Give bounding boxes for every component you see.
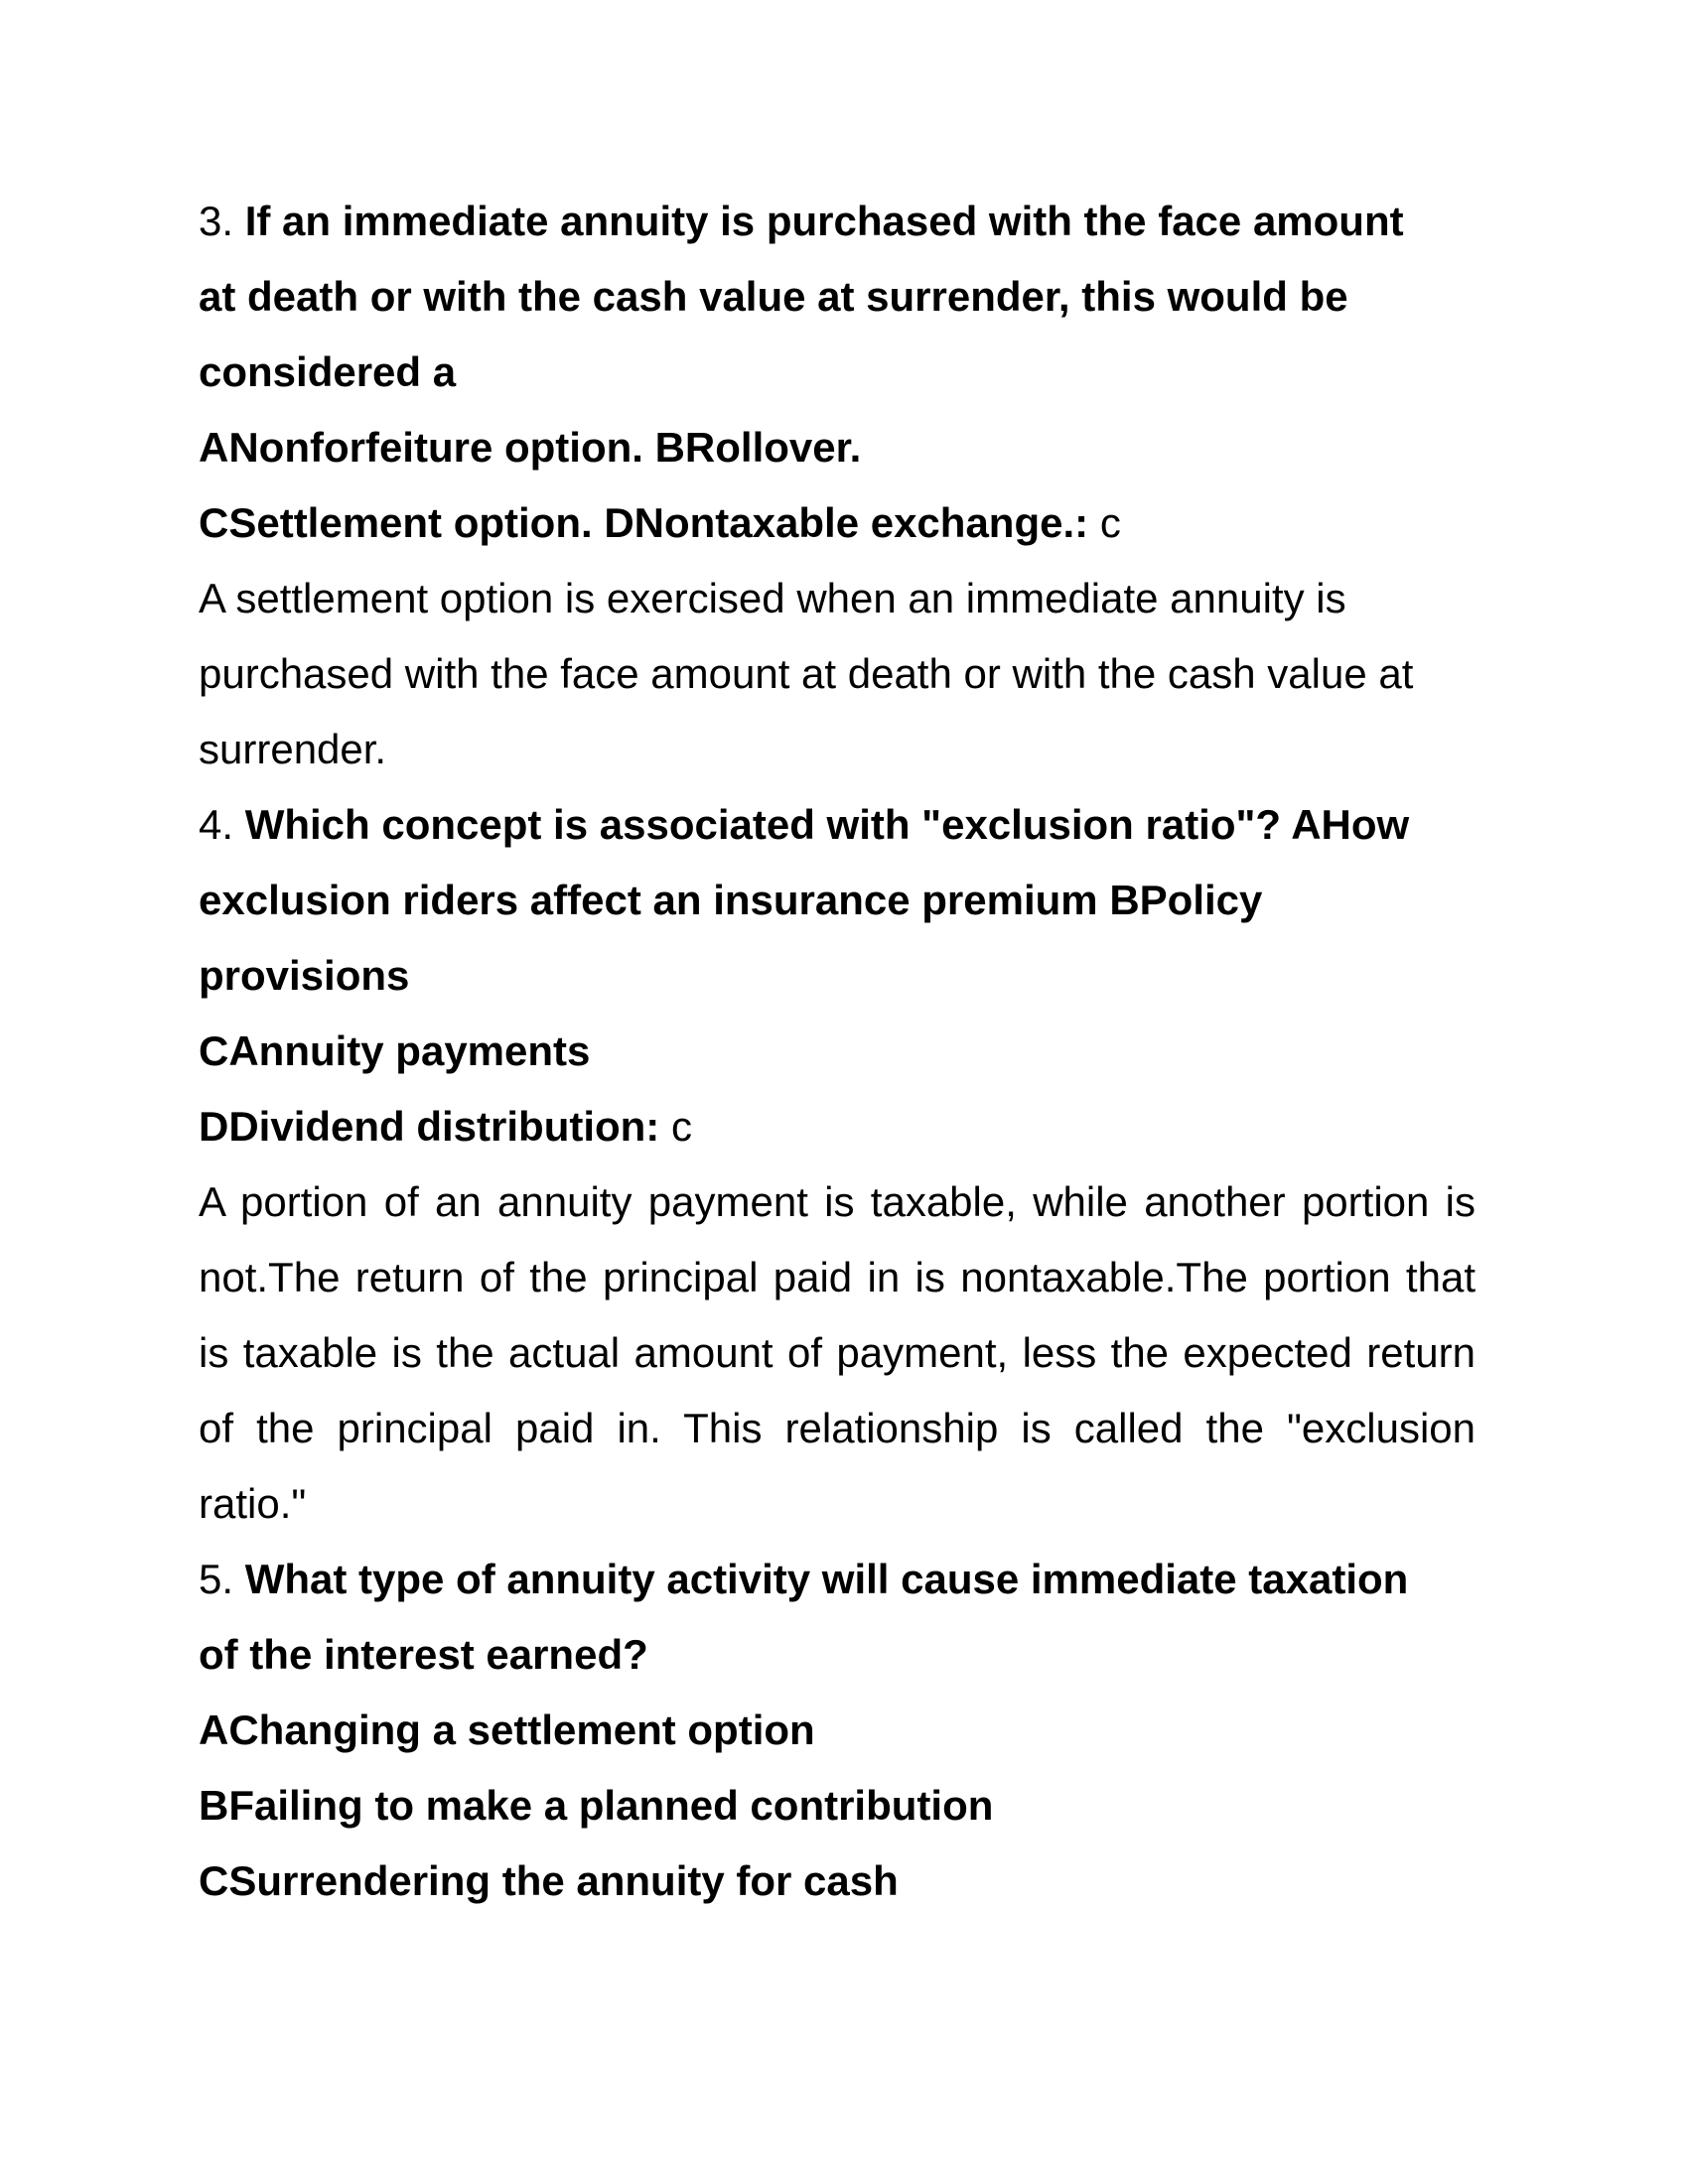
question-text: at death or with the cash value at surrender, this would be — [199, 273, 1348, 320]
explanation: not.The return of the principal paid in is nontaxable.The portion that — [199, 1254, 1476, 1300]
correct-answer: c — [1099, 499, 1121, 546]
question-text: exclusion riders affect an insurance premium BPolicy — [199, 877, 1263, 923]
document-page — [199, 184, 1476, 1919]
answer-option: BFailing to make a planned contribution — [199, 1782, 994, 1829]
question-text: If an immediate annuity is purchased with the face amount — [244, 198, 1404, 244]
answer-option: CAnnuity payments — [199, 1027, 591, 1074]
question-5-line — [199, 1542, 1476, 1617]
question-3-line — [199, 184, 1476, 259]
correct-answer: c — [670, 1103, 692, 1150]
answer-option: CSurrendering the annuity for cash — [199, 1857, 899, 1904]
answer-options-line — [199, 485, 1476, 561]
question-text: Which concept is associated with "exclusion ratio"? AHow — [244, 801, 1410, 848]
explanation: A settlement option is exercised when an immediate annuity is — [199, 575, 1346, 621]
explanation: surrender. — [199, 726, 387, 772]
question-text: What type of annuity activity will cause immediate taxation — [244, 1556, 1409, 1602]
answer-options: ANonforfeiture option. BRollover. — [199, 424, 862, 471]
question-number: 5. — [199, 1556, 234, 1602]
answer-options: CSettlement option. DNontaxable exchange.: — [199, 499, 1089, 546]
explanation: purchased with the face amount at death or with the cash value at — [199, 650, 1414, 697]
answer-option: DDividend distribution: — [199, 1103, 660, 1150]
answer-option-line — [199, 1089, 1476, 1164]
question-number: 3. — [199, 198, 234, 244]
explanation: is taxable is the actual amount of payment, less the expected return — [199, 1329, 1476, 1376]
question-text: considered a — [199, 348, 457, 395]
question-4-line — [199, 787, 1476, 863]
question-number: 4. — [199, 801, 234, 848]
answer-option: AChanging a settlement option — [199, 1706, 815, 1753]
explanation: ratio." — [199, 1480, 307, 1527]
explanation: of the principal paid in. This relationship is called the "exclusion — [199, 1405, 1476, 1451]
question-text: of the interest earned? — [199, 1631, 648, 1678]
question-text: provisions — [199, 952, 410, 999]
explanation: A portion of an annuity payment is taxable, while another portion is — [199, 1178, 1476, 1225]
